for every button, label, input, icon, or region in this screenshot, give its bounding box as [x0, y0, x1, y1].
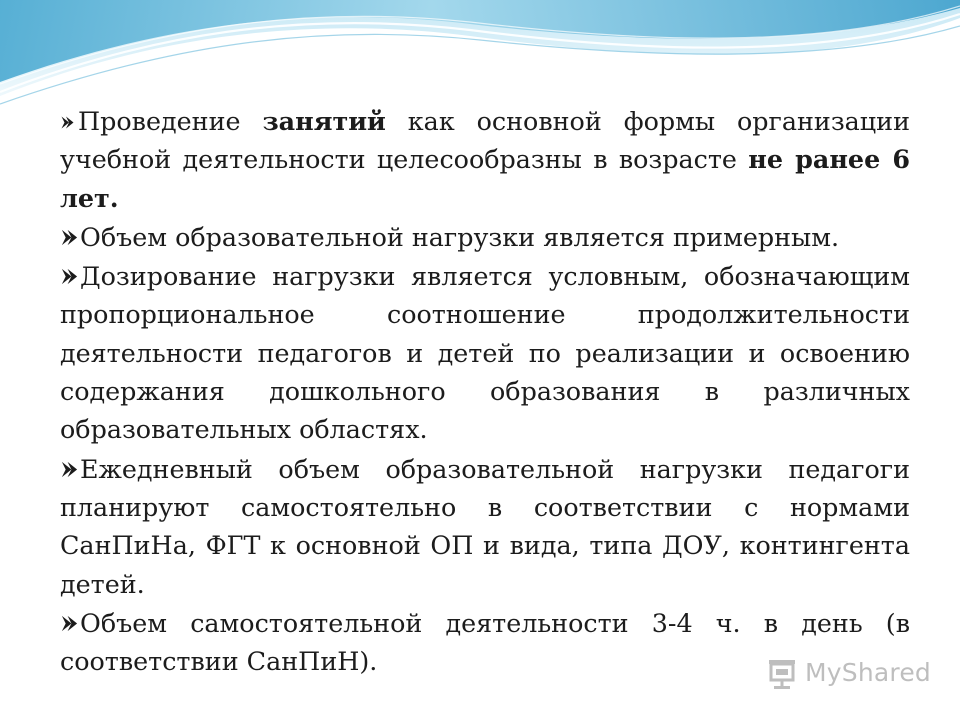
paragraph-text: Объем самостоятельной деятельности 3-4 ч. в день (в соответствии СанПиН). — [60, 607, 910, 677]
paragraph-text: Проведение — [78, 106, 263, 136]
bullet-paragraph — [60, 218, 910, 256]
bold-text: не ранее 6 лет. — [60, 144, 910, 213]
watermark-text: MyShared — [805, 658, 931, 687]
paragraph-text: Объем образовательной нагрузки является примерным. — [80, 221, 840, 252]
arrow-bullet-icon — [60, 115, 75, 130]
bold-text: занятий — [262, 106, 386, 136]
arrow-bullet-icon — [60, 459, 79, 480]
bullet-paragraph — [60, 257, 910, 448]
presentation-board-icon — [765, 657, 799, 691]
slide-body — [60, 102, 910, 681]
paragraph-text: Ежедневный объем образовательной нагрузки педагоги планируют самостоятельно в соответствии с нормами СанПиНа, ФГТ к основной ОП и вида, типа ДОУ, контингента детей. — [60, 453, 910, 599]
arrow-bullet-icon — [60, 266, 79, 287]
arrow-bullet-icon — [60, 227, 79, 248]
bullet-paragraph — [60, 102, 910, 217]
arrow-bullet-icon — [60, 613, 79, 634]
paragraph-text: Дозирование нагрузки является условным, обозначающим пропорциональное соотношение продолжительности деятельности педагогов и детей по реализации и освоению содержания дошкольного образования в различных образовательных областях. — [60, 261, 910, 445]
watermark — [765, 654, 930, 694]
bullet-paragraph — [60, 450, 910, 603]
paragraph-text: как основной формы организации учебной деятельности целесообразны в возрасте — [60, 106, 910, 175]
